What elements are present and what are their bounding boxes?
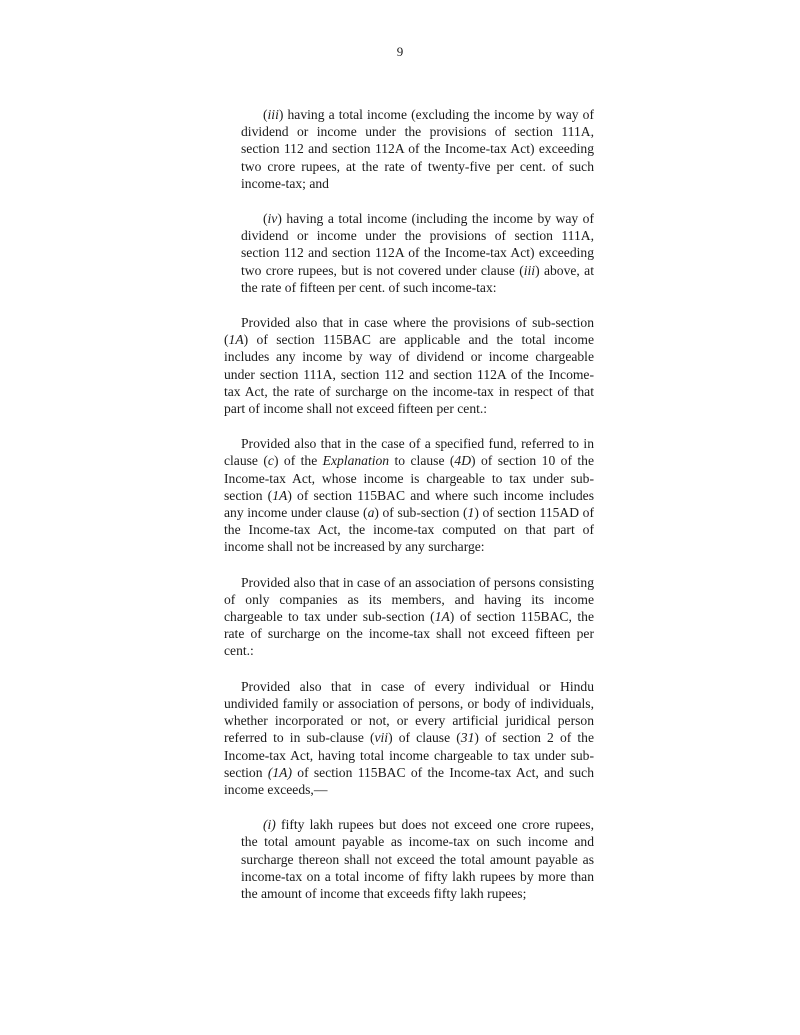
italic-segment: 1A xyxy=(228,332,244,348)
italic-segment: c xyxy=(267,453,274,469)
text-segment: ) having a total income (excluding the income by way of dividend or income under the provisions of section 111A, section 112 and section 112A of the Income-tax Act) exceeding two crore rupees, at the rate of twenty-five per cent. of such income-tax; and xyxy=(241,107,594,191)
text-segment: ) having a total income (including the income by way of dividend or income under the provisions of section 111A, section 112 and section 112A of the Income-tax Act) exceeding two crore rupees, but is not covered under clause ( xyxy=(241,211,594,278)
italic-segment: Explanation xyxy=(322,453,390,469)
text-segment: ) of the xyxy=(273,453,323,469)
italic-segment: 31 xyxy=(460,730,475,746)
italic-segment: 1 xyxy=(467,505,475,521)
text-segment: Provided also that in case where the provisions of sub-section ( xyxy=(224,315,594,348)
text-segment: of section 115BAC of the Income-tax Act, and such income exceeds,— xyxy=(224,764,594,797)
italic-segment: vii xyxy=(374,730,389,746)
text-segment: ) of section 115AD of the Income-tax Act, the income-tax computed on that part of income shall not be increased by any surcharge: xyxy=(224,505,594,555)
text-segment: ) of clause ( xyxy=(388,730,461,746)
text-segment: to clause ( xyxy=(389,453,455,469)
text-segment: ) of section 115BAC are applicable and the total income includes any income by way of dividend or income chargeable under section 111A, section 112 and section 112A of the Income-tax Act, the rate of surcharge on the income-tax in respect of that part of income shall not exceed fifteen per cent.: xyxy=(224,332,594,417)
proviso-specified-fund-paragraph xyxy=(224,435,594,555)
text-segment: ) of section 115BAC, the rate of surcharge on the income-tax shall not exceed fifteen per cent.: xyxy=(224,609,594,659)
italic-segment: 1A xyxy=(272,487,288,503)
text-segment: ) of sub-section ( xyxy=(374,505,468,521)
clause-iii-paragraph xyxy=(241,106,594,192)
text-segment: ( xyxy=(263,211,268,227)
text-segment: Provided also that in the case of a specified fund, referred to in clause ( xyxy=(224,436,594,469)
clause-i-paragraph xyxy=(241,816,594,902)
italic-segment: 4D xyxy=(454,453,472,469)
proviso-115bac-paragraph xyxy=(224,314,594,417)
text-segment: ) of section 10 of the Income-tax Act, whose income is chargeable to tax under sub-section ( xyxy=(224,453,594,503)
text-segment: ) of section 2 of the Income-tax Act, having total income chargeable to tax under sub-section xyxy=(224,730,594,780)
italic-segment: 1A xyxy=(434,609,450,625)
italic-segment: a xyxy=(367,505,375,521)
text-segment: fifty lakh rupees but does not exceed one crore rupees, the total amount payable as income-tax on such income and surcharge thereon shall not exceed the total amount payable as income-tax on a total income of fifty lakh rupees by more than the amount of income that exceeds fifty lakh rupees; xyxy=(241,817,594,901)
italic-segment: (i) xyxy=(263,817,276,833)
page-number: 9 xyxy=(396,44,404,59)
italic-segment: iv xyxy=(267,211,278,227)
italic-segment: iii xyxy=(523,262,536,278)
proviso-individual-paragraph xyxy=(224,678,594,798)
clause-iv-paragraph xyxy=(241,210,594,296)
text-segment: ( xyxy=(263,107,268,122)
proviso-aop-paragraph xyxy=(224,574,594,660)
text-segment: ) above, at the rate of fifteen per cent. of such income-tax: xyxy=(241,262,594,295)
text-segment: ) of section 115BAC and where such income includes any income under clause ( xyxy=(224,487,594,521)
italic-segment: iii xyxy=(267,107,279,122)
italic-segment: (1A) xyxy=(267,764,292,780)
text-segment: Provided also that in case of an association of persons consisting of only companies as its members, and having its income chargeable to tax under sub-section ( xyxy=(224,574,594,625)
document-body xyxy=(224,106,594,902)
text-segment: Provided also that in case of every individual or Hindu undivided family or association of persons, or body of individuals, whether incorporated or not, or every artificial juridical person referred to in sub-clause ( xyxy=(224,678,594,746)
